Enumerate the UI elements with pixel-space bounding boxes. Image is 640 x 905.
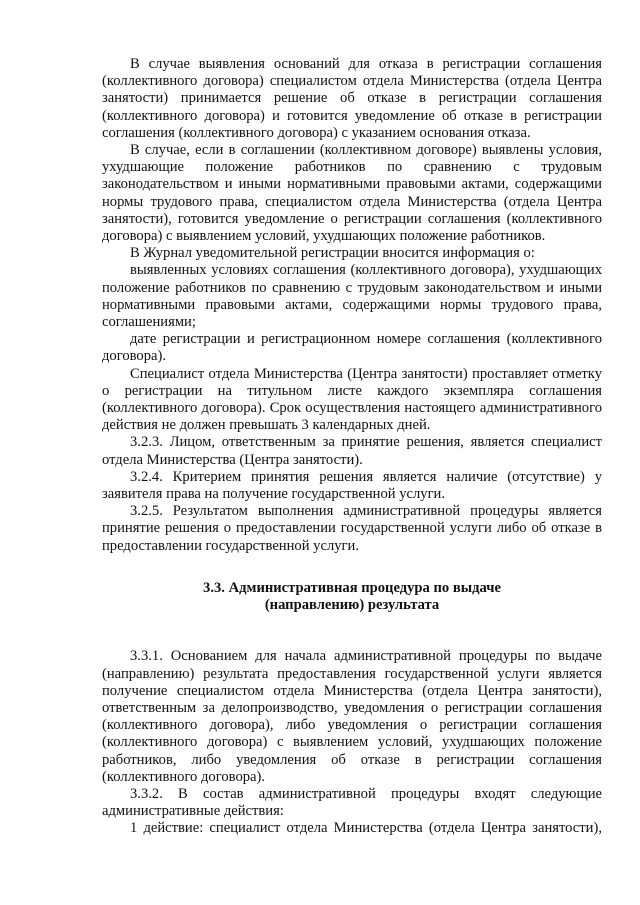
- section-heading-3-3: [102, 580, 602, 614]
- paragraph-registration-mark: Специалист отдела Министерства (Центра занятости) проставляет отметку о регистрации на титульном листе каждого экземпляра соглашения (коллективного договора). Срок осуществления настоящего административного действия не должен превышать 3 календарных дней.: [102, 365, 602, 434]
- section-heading-line-1: 3.3. Административная процедура по выдаче: [203, 579, 501, 596]
- paragraph-journal-intro: В Журнал уведомительной регистрации вносится информация о:: [130, 245, 535, 262]
- paragraph-3-2-5: 3.2.5. Результатом выполнения административной процедуры является принятие решения о предоставлении государственной услуги либо об отказе в предоставлении государственной услуги.: [102, 503, 602, 554]
- paragraph-3-2-4: 3.2.4. Критерием принятия решения является наличие (отсутствие) у заявителя права на получение государственной услуги.: [102, 468, 602, 503]
- paragraph-3-2-3: 3.2.3. Лицом, ответственным за принятие решения, является специалист отдела Министерства (Центра занятости).: [102, 434, 602, 468]
- section-heading-line-2: (направлению) результата: [264, 597, 440, 614]
- paragraph-journal-item-date: дате регистрации и регистрационном номере соглашения (коллективного договора).: [102, 331, 602, 365]
- spacer: [102, 555, 602, 580]
- paragraph-3-3-2: 3.3.2. В состав административной процедуры входят следующие административные действия:: [102, 785, 602, 820]
- paragraph-worsening-conditions: В случае, если в соглашении (коллективном договоре) выявлены условия, ухудшающие положение работников по сравнению с трудовым законодательством и иными нормативными правовыми актами, содержащими нормы трудового права, специалистом отдела Министерства (отдела Центра занятости), готовится уведомление о регистрации соглашения (коллективного договора) с выявлением условий, ухудшающих положение работников.: [102, 142, 602, 245]
- paragraph-journal-item-conditions: выявленных условиях соглашения (коллективного договора), ухудшающих положение работников по сравнению с трудовым законодательством и иными нормативными правовыми актами, содержащими нормы трудового права, соглашениями;: [102, 262, 602, 331]
- paragraph-refusal-decision: В случае выявления оснований для отказа в регистрации соглашения (коллективного договора) специалистом отдела Министерства (отдела Центра занятости) принимается решение об отказе в регистрации соглашения (коллективного договора) и готовится уведомление об отказе в регистрации соглашения (коллективного договора) с указанием основания отказа.: [102, 56, 602, 141]
- paragraph-action-1: 1 действие: специалист отдела Министерства (отдела Центра занятости),: [130, 820, 602, 837]
- spacer: [102, 614, 602, 648]
- document-page: [102, 56, 602, 838]
- paragraph-3-3-1: 3.3.1. Основанием для начала административной процедуры по выдаче (направлению) результата предоставления государственной услуги является получение специалистом отдела Министерства (отдела Центра занятости), ответственным за делопроизводство, уведомления о регистрации соглашения (коллективного договора), либо уведомления о регистрации соглашения (коллективного договора) с выявлением условий, ухудшающих положение работников, либо уведомления об отказе в регистрации соглашения (коллективного договора).: [102, 648, 602, 785]
